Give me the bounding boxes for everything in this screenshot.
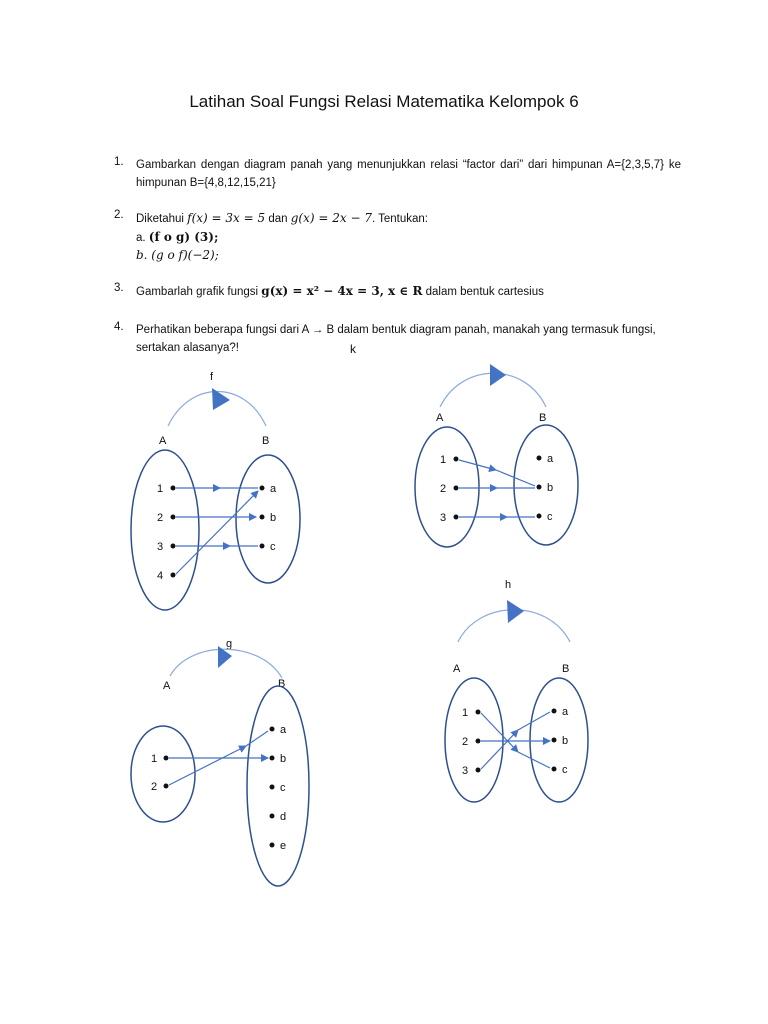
q2-b-expression: b. (g o f)(−2); <box>136 248 219 262</box>
diagram-k-a-dot-2 <box>454 486 459 491</box>
diagram-f-a-item-3: 3 <box>157 541 164 553</box>
diagram-k-a-item-1: 1 <box>440 454 447 466</box>
q3-expression: g(x) = x² − 4x = 3, x ∈ R <box>261 284 423 298</box>
diagram-k-b-item-b: b <box>547 482 554 494</box>
diagram-h-b-item-c: c <box>562 764 568 776</box>
diagram-k-b-dot-a <box>537 456 542 461</box>
diagram-k <box>415 364 578 547</box>
diagram-f-set-b-label: B <box>262 435 270 447</box>
diagram-g-arrow-2a-tail <box>246 731 268 746</box>
diagram-h-arrow-3a-tail <box>518 712 550 730</box>
diagram-k-a-item-3: 3 <box>440 512 447 524</box>
diagram-f-a-dot-3 <box>171 544 176 549</box>
diagram-g-set-b-ellipse <box>247 686 309 886</box>
diagram-h-a-dot-3 <box>476 768 481 773</box>
diagram-h-b-dot-b <box>552 738 557 743</box>
diagram-h-set-b-label: B <box>562 663 570 675</box>
q2-tail: . Tentukan: <box>371 213 429 225</box>
diagram-g-name: g <box>226 638 233 650</box>
diagram-k-b-item-a: a <box>547 453 554 465</box>
diagram-g-a-item-2: 2 <box>151 781 158 793</box>
diagram-g-arrow-2a <box>169 746 246 785</box>
q3-number: 3. <box>114 282 124 294</box>
diagram-h-arrow-1c-tail <box>518 752 550 768</box>
diagram-h-set-b-ellipse <box>530 678 588 802</box>
diagram-g-b-item-b: b <box>280 753 287 765</box>
diagram-g-b-item-d: d <box>280 811 287 823</box>
page-title: Latihan Soal Fungsi Relasi Matematika Kelompok 6 <box>189 92 579 111</box>
diagram-h-triangle-icon <box>507 600 524 623</box>
diagram-k-a-dot-3 <box>454 515 459 520</box>
diagram-h-arrow-1c <box>481 713 518 752</box>
diagram-g-b-dot-a <box>270 727 275 732</box>
diagram-h-set-a-label: A <box>453 663 461 675</box>
diagram-g-b-dot-c <box>270 785 275 790</box>
q1-text: Gambarkan dengan diagram panah yang menunjukkan relasi “factor dari” dari himpunan A={2,3,5,7} ke himpunan B={4,8,12,15,21} <box>136 159 681 189</box>
diagram-f <box>131 371 300 610</box>
diagram-g-a-dot-1 <box>164 756 169 761</box>
diagram-k-name: k <box>350 342 356 356</box>
diagram-g-b-item-a: a <box>280 724 287 736</box>
diagram-k-set-b-label: B <box>539 412 547 424</box>
diagram-h-name: h <box>505 579 512 591</box>
diagram-g-b-item-c: c <box>280 782 286 794</box>
diagram-h <box>445 579 588 802</box>
diagram-f-a-item-2: 2 <box>157 512 164 524</box>
diagram-f-a-item-1: 1 <box>157 483 164 495</box>
diagram-f-a-dot-1 <box>171 486 176 491</box>
diagram-h-a-item-3: 3 <box>462 765 469 777</box>
q3-intro: Gambarlah grafik fungsi <box>136 286 259 298</box>
diagram-f-b-dot-a <box>260 486 265 491</box>
diagram-g <box>131 638 309 886</box>
diagram-f-b-item-c: c <box>270 541 276 553</box>
diagram-f-a-item-4: 4 <box>157 570 164 582</box>
q3-tail: dalam bentuk cartesius <box>425 286 544 298</box>
q1-number: 1. <box>114 156 124 168</box>
diagram-f-set-b-ellipse <box>236 455 300 583</box>
diagram-k-b-dot-c <box>537 514 542 519</box>
diagram-f-a-dot-2 <box>171 515 176 520</box>
q2-intro: Diketahui <box>136 213 184 225</box>
diagram-k-set-a-label: A <box>436 412 444 424</box>
diagram-h-a-dot-1 <box>476 710 481 715</box>
diagram-f-b-dot-c <box>260 544 265 549</box>
diagram-g-a-item-1: 1 <box>151 753 158 765</box>
diagram-g-b-dot-e <box>270 843 275 848</box>
diagram-h-b-item-a: a <box>562 706 569 718</box>
diagram-k-b-item-c: c <box>547 511 553 523</box>
diagram-g-set-a-label: A <box>163 680 171 692</box>
q4-text: Perhatikan beberapa fungsi dari A → B dalam bentuk diagram panah, manakah yang termasuk fungsi, sertakan alasanya?! <box>136 324 656 354</box>
q2-number: 2. <box>114 209 124 221</box>
diagram-k-a-dot-1 <box>454 457 459 462</box>
diagram-k-b-dot-b <box>537 485 542 490</box>
q2-g-expression: g(x) = 2x − 7 <box>290 211 372 225</box>
diagram-f-b-dot-b <box>260 515 265 520</box>
q2-conj: dan <box>268 213 288 225</box>
diagram-g-set-a-ellipse <box>131 726 195 822</box>
q2-f-expression: f(x) = 3x = 5 <box>187 211 266 225</box>
diagram-f-set-a-label: A <box>159 435 167 447</box>
diagram-k-a-item-2: 2 <box>440 483 447 495</box>
diagram-h-a-dot-2 <box>476 739 481 744</box>
diagram-h-set-a-ellipse <box>445 678 503 802</box>
diagram-g-b-item-e: e <box>280 840 287 852</box>
diagram-h-b-dot-a <box>552 709 557 714</box>
diagram-f-b-item-b: b <box>270 512 277 524</box>
diagram-f-a-dot-4 <box>171 573 176 578</box>
q2-a-label: a. <box>136 232 146 244</box>
diagram-h-arrow-3a <box>481 730 518 769</box>
diagram-f-b-item-a: a <box>270 483 277 495</box>
diagram-h-a-item-2: 2 <box>462 736 469 748</box>
diagram-k-set-a-ellipse <box>415 427 479 547</box>
diagram-h-a-item-1: 1 <box>462 707 469 719</box>
q2-a-expression: (f o g) (3); <box>148 230 219 244</box>
diagram-g-set-b-label: B <box>278 678 286 690</box>
diagram-h-b-dot-c <box>552 767 557 772</box>
diagram-f-arrow-4a <box>176 491 258 574</box>
diagram-g-b-dot-d <box>270 814 275 819</box>
diagram-k-triangle-icon <box>490 364 506 386</box>
diagram-h-b-item-b: b <box>562 735 569 747</box>
diagram-f-set-a-ellipse <box>131 450 199 610</box>
q4-number: 4. <box>114 321 124 333</box>
diagram-k-arrow-1b-tail <box>496 470 535 486</box>
diagram-k-set-b-ellipse <box>514 425 578 545</box>
diagram-f-name: f <box>210 371 214 383</box>
diagram-g-b-dot-b <box>270 756 275 761</box>
diagram-g-a-dot-2 <box>164 784 169 789</box>
